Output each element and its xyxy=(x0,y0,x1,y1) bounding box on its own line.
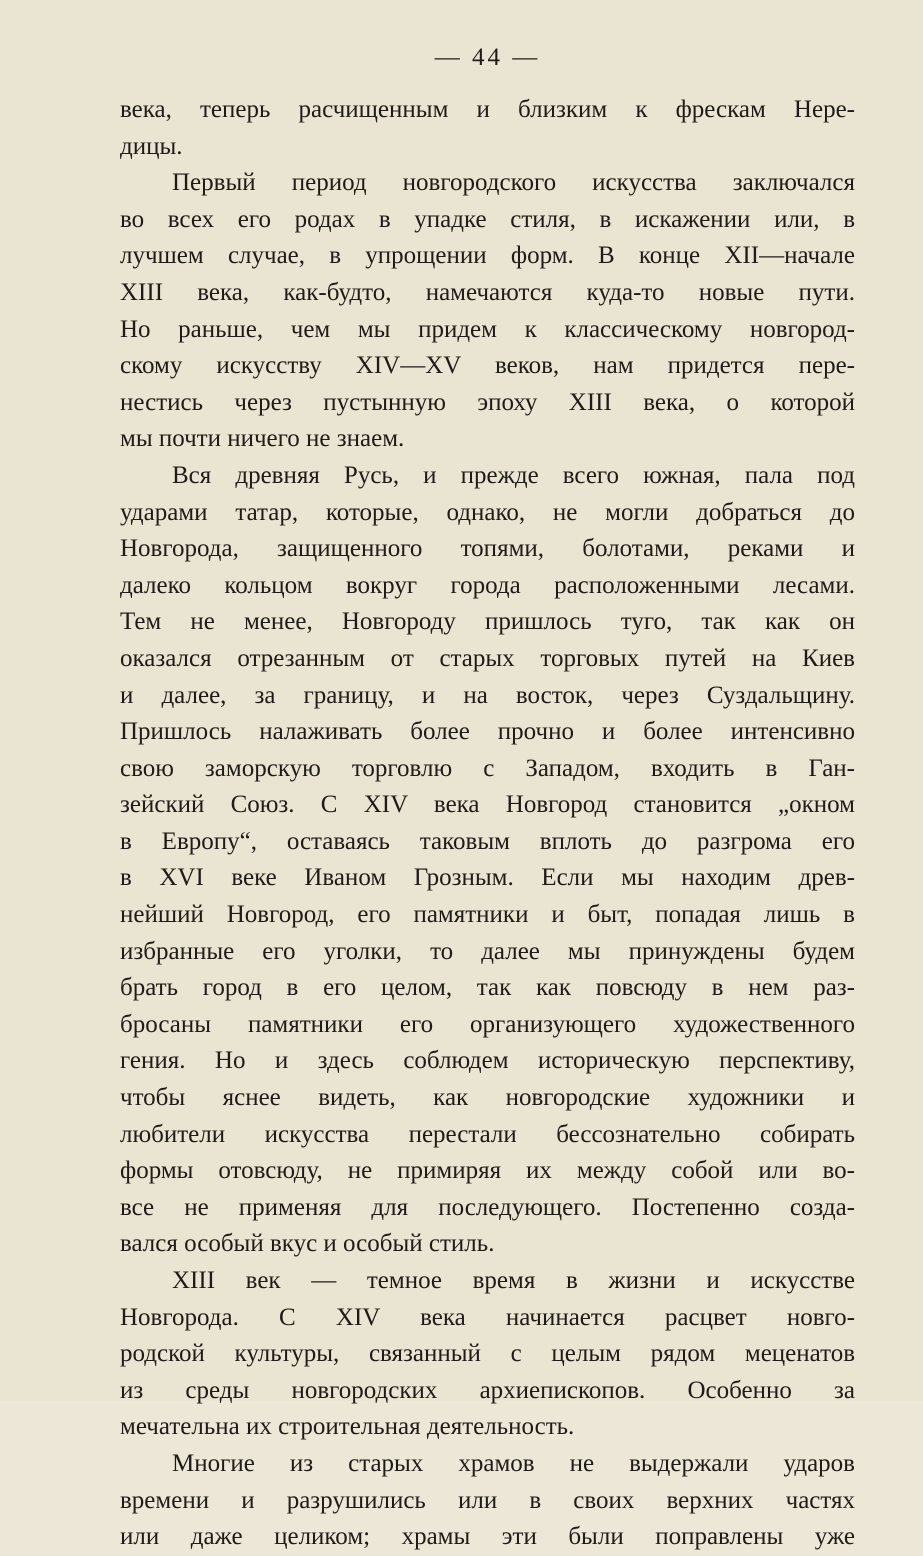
text-line: избранные его уголки, то далее мы принуждены будем xyxy=(120,937,855,965)
text-line: нестись через пустынную эпоху XIII века, о которой xyxy=(120,388,855,416)
text-line: свою заморскую торговлю с Западом, входить в Ган- xyxy=(120,754,855,782)
text-line: Многие из старых храмов не выдержали ударов xyxy=(172,1449,855,1477)
text-line: в Европу“, оставаясь таковым вплоть до разгрома его xyxy=(120,827,855,855)
text-line: Тем не менее, Новгороду пришлось туго, так как он xyxy=(120,608,855,636)
text-line: Новгорода, защищенного топями, болотами, реками и xyxy=(120,535,855,563)
paragraph xyxy=(120,1263,855,1446)
paragraph xyxy=(120,1446,855,1556)
text-line: брать город в его целом, так как повсюду в нем раз- xyxy=(120,974,855,1002)
paragraph xyxy=(120,458,855,1263)
text-line: мы почти ничего не знаем. xyxy=(120,425,405,453)
text-line: вался особый вкус и особый стиль. xyxy=(120,1230,495,1258)
text-line: гения. Но и здесь соблюдем историческую перспективу, xyxy=(120,1047,855,1075)
text-line: века, теперь расчищенным и близким к фрескам Нере- xyxy=(120,96,855,123)
text-line: в XVI веке Иваном Грозным. Если мы находим древ- xyxy=(120,864,855,892)
text-line: из среды новгородских архиепископов. Особенно за xyxy=(120,1376,855,1404)
text-line: Первый период новгородского искусства заключался xyxy=(172,169,855,197)
text-line: формы отовсюду, не примиряя их между собой или во- xyxy=(120,1157,855,1185)
text-line: любители искусства перестали бессознательно собирать xyxy=(120,1120,855,1148)
text-line: лучшем случае, в упрощении форм. В конце XII—начале xyxy=(120,242,855,270)
text-line: нейший Новгород, его памятники и быт, попадая лишь в xyxy=(120,901,855,929)
page-text xyxy=(120,92,855,1556)
text-line: Пришлось налаживать более прочно и более интенсивно xyxy=(120,718,855,746)
text-line: далеко кольцом вокруг города расположенными лесами. xyxy=(120,571,855,599)
text-line: родской культуры, связанный с целым рядом меценатов xyxy=(120,1340,855,1368)
text-line: ударами татар, которые, однако, не могли добраться до xyxy=(120,498,855,526)
page-number: — 44 — xyxy=(434,44,541,71)
text-line: оказался отрезанным от старых торговых путей на Киев xyxy=(120,644,855,672)
text-line: все не применяя для последующего. Постепенно созда- xyxy=(120,1193,855,1221)
text-line: XIII века, как-будто, намечаются куда-то новые пути. xyxy=(120,278,855,306)
text-line: чтобы яснее видеть, как новгородские художники и xyxy=(120,1084,855,1112)
text-line: и далее, за границу, и на восток, через Суздальщину. xyxy=(120,681,855,709)
paragraph xyxy=(120,165,855,458)
text-line: Новгорода. С XIV века начинается расцвет новго- xyxy=(120,1303,855,1331)
text-line: дицы. xyxy=(120,132,183,160)
text-line: зейский Союз. С XIV века Новгород становится „окном xyxy=(120,791,855,819)
text-line: или даже целиком; храмы эти были поправлены уже xyxy=(120,1523,855,1551)
text-line: Но раньше, чем мы придем к классическому новгород- xyxy=(120,315,855,343)
text-line: во всех его родах в упадке стиля, в искажении или, в xyxy=(120,205,855,233)
text-line: бросаны памятники его организующего художественного xyxy=(120,1010,855,1038)
text-line: скому искусству XIV—XV веков, нам придется пере- xyxy=(120,352,855,380)
text-line: мечательна их строительная деятельность. xyxy=(120,1413,575,1441)
paragraph xyxy=(120,92,855,165)
text-line: времени и разрушились или в своих верхних частях xyxy=(120,1486,855,1514)
text-line: Вся древняя Русь, и прежде всего южная, пала под xyxy=(172,461,855,489)
text-line: XIII век — темное время в жизни и искусстве xyxy=(172,1267,855,1294)
